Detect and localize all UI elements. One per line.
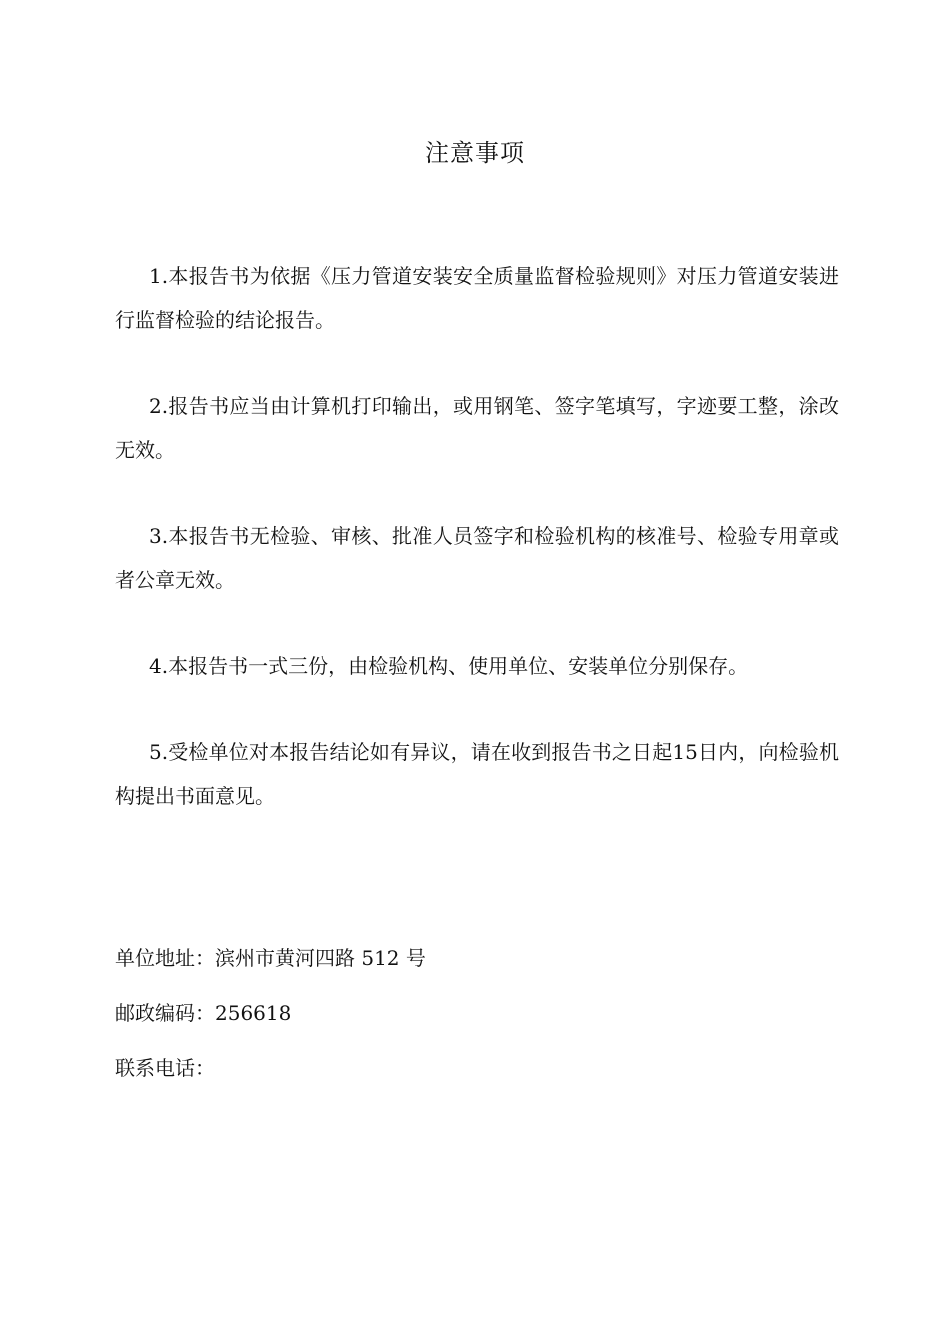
notes-list	[115, 254, 839, 860]
phone-label: 联系电话：	[115, 1056, 215, 1080]
address-label: 单位地址：	[115, 946, 215, 970]
note-item-5: 5.受检单位对本报告结论如有异议，请在收到报告书之日起15日内，向检验机构提出书面意见。	[115, 740, 839, 808]
contact-info	[115, 936, 839, 1101]
postal-code-value: 256618	[215, 1001, 292, 1025]
postal-code-label: 邮政编码：	[115, 1001, 215, 1025]
note-item-4: 4.本报告书一式三份，由检验机构、使用单位、安装单位分别保存。	[149, 654, 749, 678]
postal-code-line	[115, 991, 839, 1035]
note-item-1: 1.本报告书为依据《压力管道安装安全质量监督检验规则》对压力管道安装进行监督检验的结论报告。	[115, 264, 839, 332]
address-line	[115, 936, 839, 980]
note-item-3: 3.本报告书无检验、审核、批准人员签字和检验机构的核准号、检验专用章或者公章无效。	[115, 524, 839, 592]
address-value: 滨州市黄河四路 512 号	[215, 946, 426, 970]
phone-line	[115, 1046, 839, 1090]
page-title: 注意事项	[425, 139, 525, 167]
note-item-2: 2.报告书应当由计算机打印输出，或用钢笔、签字笔填写，字迹要工整，涂改无效。	[115, 394, 839, 462]
